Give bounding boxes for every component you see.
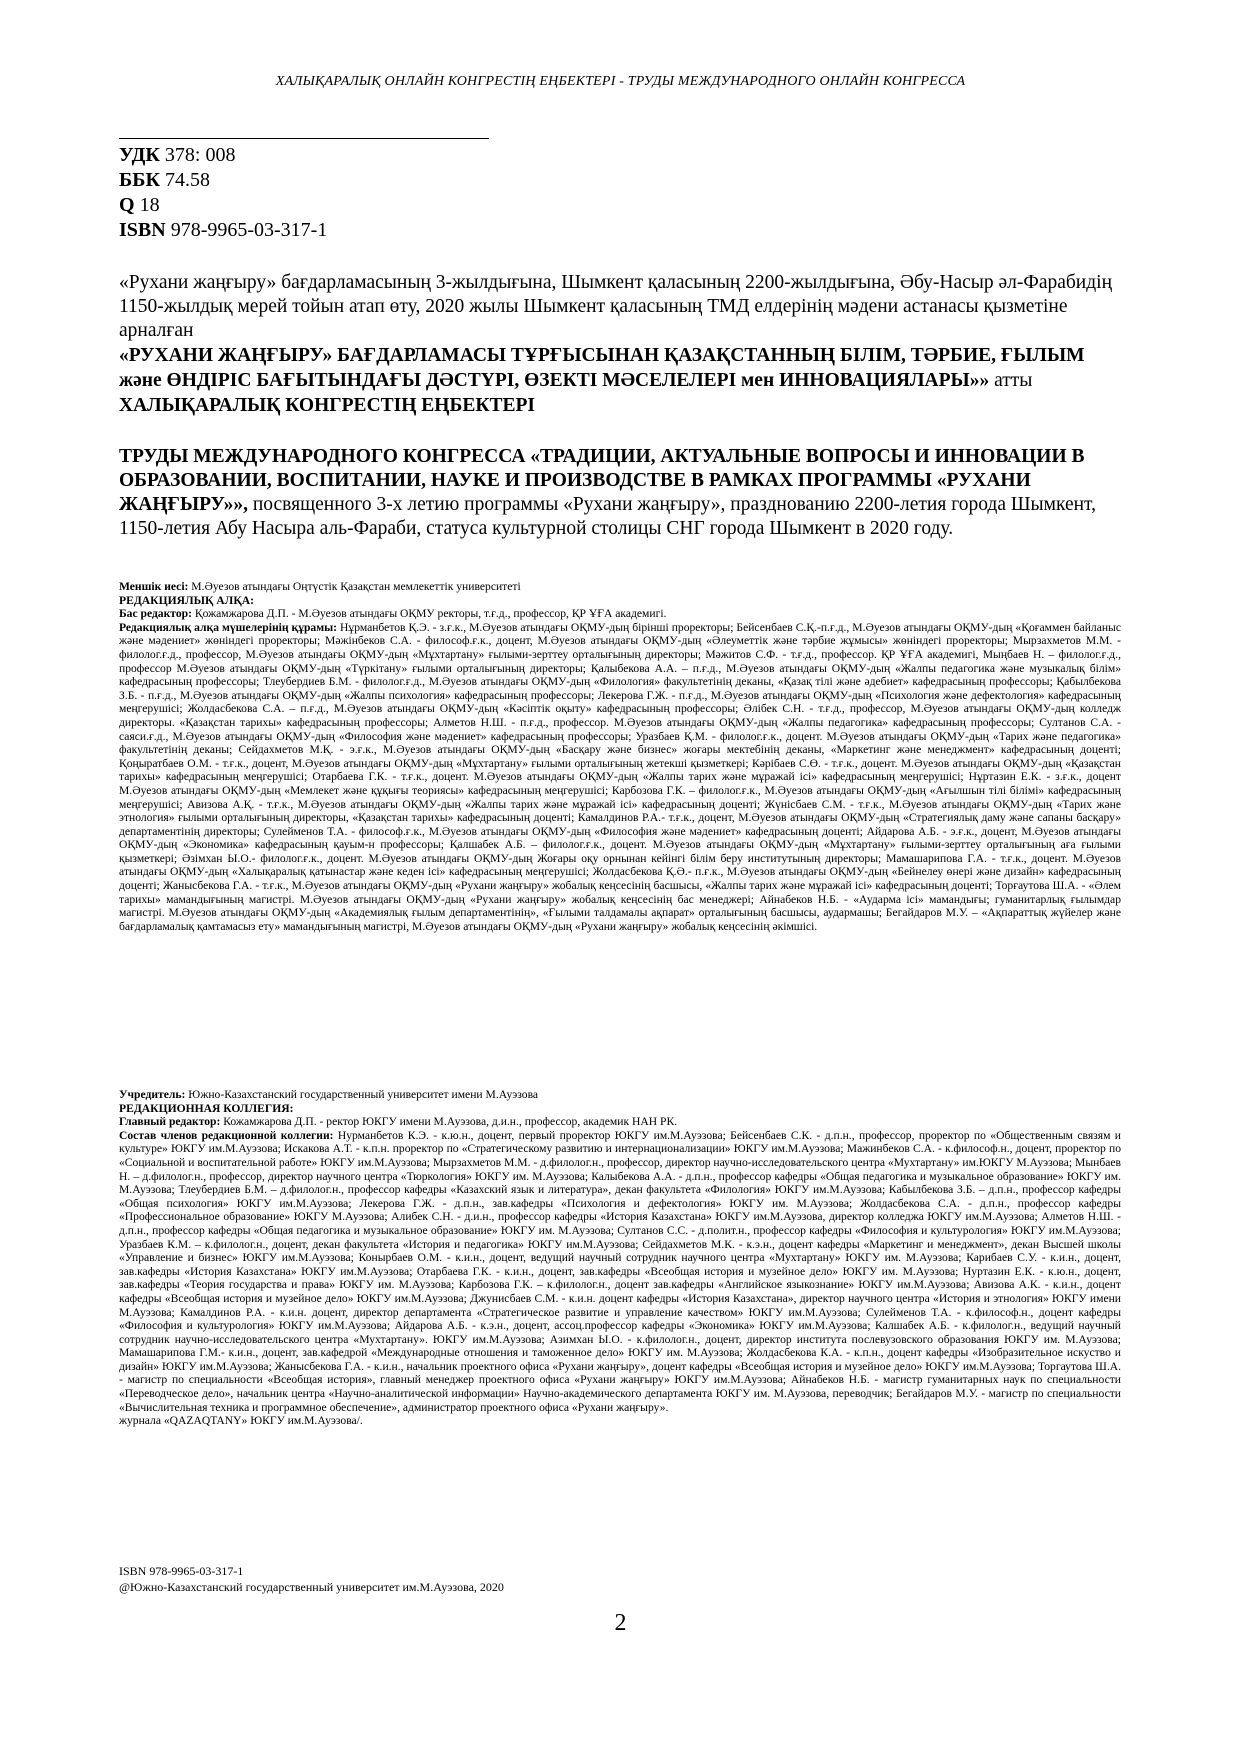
isbn-line: ISBN 978-9965-03-317-1	[119, 219, 328, 241]
footer	[119, 1563, 504, 1595]
udc-line: УДК 378: 008	[119, 144, 236, 166]
title-ru: ТРУДЫ МЕЖДУНАРОДНОГО КОНГРЕССА «ТРАДИЦИИ, АКТУАЛЬНЫЕ ВОПРОСЫ И ИННОВАЦИИ В ОБРАЗОВАНИИ, ВОСПИТАНИИ, НАУКЕ И ПРОИЗВОДСТВЕ В РАМКАХ ПРОГРАММЫ «РУХАНИ ЖАҢҒЫРУ»», посвященного 3-х летию программы «Рухани жаңғыру», празднованию 2200-летия города Шымкент, 1150-летия Абу Насыра аль-Фараби, статуса культурной столицы СНГ города Шымкент в 2020 году.	[119, 446, 1096, 539]
footer-copyright: @Южно-Казахстанский государственный университет им.М.Ауэзова, 2020	[119, 1580, 504, 1594]
editorial-board-kz	[119, 580, 1121, 933]
founder-line: Учредитель: Южно-Казахстанский государственный университет имени М.Ауэзова	[119, 1088, 539, 1101]
editorial-board-ru	[119, 1088, 1121, 1428]
dedication-kz: «Рухани жаңғыру» бағдарламасының 3-жылдығына, Шымкент қаласының 2200-жылдығына, Әбу-Насыр әл-Фарабидің 1150-жылдық мерей тойын атап өту, 2020 жылы Шымкент қаласының ТМД елдерінің мәдени астанасы қызметіне арналған	[119, 272, 1113, 341]
footer-isbn: ISBN 978-9965-03-317-1	[119, 1564, 244, 1578]
owner-line: Меншік иесі: М.Әуезов атындағы Оңтүстік Қазақстан мемлекеттік университеті	[119, 580, 521, 593]
bbk-line: ББК 74.58	[119, 169, 210, 191]
chief-editor-ru: Главный редактор: Кожамжарова Д.П. - ректор ЮКГУ имени М.Ауэзова, д.и.н., профессор, академик НАН РК.	[119, 1115, 678, 1129]
chief-editor-kz: Бас редактор: Қожамжарова Д.П. - М.Әуезов атындағы ОҚМУ ректоры, т.ғ.д., профессор, ҚР ҰҒА академигі.	[119, 607, 667, 621]
header-rule	[119, 138, 489, 139]
board-heading-ru: РЕДАКЦИОННАЯ КОЛЛЕГИЯ:	[119, 1101, 294, 1115]
q-line: Q 18	[119, 194, 160, 216]
title-kz: «РУХАНИ ЖАҢҒЫРУ» БАҒДАРЛАМАСЫ ТҰРҒЫСЫНАН ҚАЗАҚСТАННЫҢ БІЛІМ, ТӘРБИЕ, ҒЫЛЫМ және ӨНДІРІС БАҒЫТЫНДАҒЫ ДӘСТҮРІ, ӨЗЕКТІ МӘСЕЛЕЛЕРІ мен ИННОВАЦИЯЛАРЫ»» атты ХАЛЫҚАРАЛЫҚ КОНГРЕСТІҢ ЕҢБЕКТЕРІ	[119, 345, 1085, 416]
board-members-ru: Состав членов редакционной коллегии: Нурманбетов К.Э. - к.ю.н., доцент, первый проректор ЮКГУ им.М.Ауэзова; Бейсенбаев С.К. - д.п.н., профессор, проректор по «Общественным связям и культуре» ЮКГУ им.М.Ауэзова; Искакова А.Т. - к.п.н. проректор по «Стратегическому развитию и интернационализации» ЮКГУ им.М.Ауэзова; Мажинбеков С.А. - к.философ.н., доцент, проректор по «Социальной и воспитательной работе» ЮКГУ им.М.Ауэзова; Мырзахметов М.М. - д.филолог.н., профессор, директор научно-исследовательского центра «Мухтартану» им.ЮКГУ М.Ауэзова; Мынбаев Н. – д.филолог.н., профессор, директор научного центра «Тюркология» ЮКГУ им. М.Ауэзова; Калыбекова А.А. - д.п.н., профессор кафедры «Общая педагогика и музыкальное образование» ЮКГУ им. М.Ауэзова; Тлеубердиев Б.М. – д.филолог.н., профессор кафедры «Казахский язык и литература», декан факультета «Филология» ЮКГУ им.М.Ауэзова; Кабылбекова З.Б. – д.п.н., профессор кафедры «Общая психология» ЮКГУ им.М.Ауэзова; Лекерова Г.Ж. - д.п.н., зав.кафедры «Психология и дефектология» ЮКГУ им. М.Ауэзова; Жолдасбекова С.А. - д.п.н., профессор кафедры «Профессиональное образование» ЮКГУ М.Ауэзова; Алибек С.Н. - д.и.н., профессор кафедры «История Казахстана» ЮКГУ им.М.Ауэзова, директор колледжа ЮКГУ им.М.Ауэзова; Алметов Н.Ш. - д.п.н., профессор кафедры «Общая педагогика и музыкальное образование» ЮКГУ им. М.Ауэзова; Султанов С.С. - д.полит.н., профессор кафедры «Философия и культурология» ЮКГУ им.М.Ауэзова; Уразбаев К.М. – к.филолог.н., доцент, декан факультета «История и педагогика» ЮКГУ им.М.Ауэзова; Сейдахметов М.К. - к.э.н., доцент кафедры «Маркетинг и менеджмент», декан Высшей школы «Управление и бизнес» ЮКГУ им.М.Ауэзова; Конырбаев О.М. - к.и.н., доцент, ведущий научный сотрудник научного центра «Мухтартану» ЮКГУ им. М.Ауэзова; Карибаев С.У. - к.и.н., доцент, зав.кафедры «История Казахстана» ЮКГУ им.М.Ауэзова; Отарбаева Г.К. - к.и.н., доцент, зав.кафедры «Всеобщая история и музейное дело» ЮКГУ им. М.Ауэзова; Нуртазин Е.К. - к.ю.н., доцент, зав.кафедры «Теория государства и права» ЮКГУ им. М.Ауэзова; Карбозова Г.К. – к.филолог.н., доцент зав.кафедры «Английское языкознание» ЮКГУ им.М.Ауэзова; Авизова А.К. - к.и.н., доцент кафедры «Всеобщая история и музейное дело» ЮКГУ им.М.Ауэзова; Джунисбаев С.М. - к.и.н. доцент кафедры «История Казахстана», директор научного центра «История и этнология» ЮКГУ имени М.Ауэзова; Камалдинов Р.А. - к.и.н. доцент, директор департамента «Стратегическое развитие и управление качеством» ЮКГУ им.М.Ауэзова; Сулейменов Т.А. - к.философ.н., доцент кафедры «Философия и культурология» ЮКГУ им.М.Ауэзова; Айдарова А.Б. - к.э.н., доцент, ассоц.профессор кафедры «Экономика» ЮКГУ им.М.Ауэзова; Калшабек А.Б. - к.филолог.н., ведущий научный сотрудник научно-исследовательского центра «Мухтартану». ЮКГУ им.М.Ауэзова; Азимхан Ы.О. - к.филолог.н., доцент, директор института послевузовского образования ЮКГУ им. М.Ауэзова; Мамашарипова Г.М.- к.и.н., доцент, зав.кафедрой «Международные отношения и таможенное дело» ЮКГУ им. М.Ауэзова; Жолдасбекова К.А. - к.п.н., доцент кафедры «Изобразительное искуство и дизайн» ЮКГУ им.М.Ауэзова; Жанысбекова Г.А. - к.и.н., начальник проектного офиса «Рухани жаңғыру», доцент кафедры «Всеобщая история и музейное дело» ЮКГУ им.М.Ауэзова; Торгаутова Ш.А. - магистр по специальности «Всеобщая история», главный менеджер проектного офиса «Рухани жаңғыру» ЮКГУ им.М.Ауэзова; Айнабеков Н.Б. - магистр гуманитарных наук по специальности «Переводческое дело», начальник центра «Научно-аналитической информации» Научно-академического департамента ЮКГУ им. М.Ауэзова, переводчик; Бегайдаров М.У. - магистр по специальности «Вычислительная техника и программное обеспечение», администратор проектного офиса «Рухани жаңғыру».	[119, 1128, 1121, 1414]
running-header: ХАЛЫҚАРАЛЫҚ ОНЛАЙН КОНГРЕСТІҢ ЕҢБЕКТЕРІ - ТРУДЫ МЕЖДУНАРОДНОГО ОНЛАЙН КОНГРЕССА	[275, 74, 966, 89]
board-members-kz: Редакциялық алқа мүшелерінің құрамы: Нұрманбетов Қ.Э. - з.ғ.к., М.Әуезов атындағы ОҚМУ-дың бірінші проректоры; Бейсенбаев С.Қ.-п.ғ.д., М.Әуезов атындағы ОҚМУ-дың «Қоғаммен байланыс және мәдениет» жөніндегі проректоры; Мәжінбеков С.А. - философ.ғ.к., доцент, М.Әуезов атындағы ОҚМУ-дың «Әлеуметтік және тәрбие жұмысы» жөніндегі проректоры; Мырзахметов М.М. - филолог.ғ.д., профессор, М.Әуезов атындағы ОҚМУ-дың «Мұхтартану» ғылыми-зерттеу орталығының директоры; Мәжитов С.Ф. - т.ғ.д., профессор. ҚР ҰҒА академигі, Мыңбаев Н. – филолог.ғ.д., профессор М.Әуезов атындағы ОҚМУ-дың «Түркітану» ғылыми орталығының директоры; Қалыбекова А.А. – п.ғ.д., М.Әуезов атындағы ОҚМУ-дың «Жалпы педагогика және музыкалық білім» кафедрасының профессоры; Тлеубердиев Б.М. - филолог.ғ.д., М.Әуезов атындағы ОҚМУ-дың «Филология» факультетінің деканы, «Қазақ тілі және әдебиет» кафедрасының профессоры; Қабылбекова З.Б. - п.ғ.д., М.Әуезов атындағы ОҚМУ-дың «Жалпы психология» кафедрасының профессоры; Лекерова Г.Ж. - п.ғ.д., М.Әуезов атындағы ОҚМУ-дың «Психология және дефектология» кафедрасының меңгерушісі; Жолдасбекова С.А. – п.ғ.д., М.Әуезов атындағы ОҚМУ-дың «Кәсіптік оқыту» кафедрасының профессоры; Әлібек С.Н. - т.ғ.д., профессор, М.Әуезов атындағы ОҚМУ-дың колледж директоры. «Қазақстан тарихы» кафедрасының профессоры; Алметов Н.Ш. - п.ғ.д., профессор. М.Әуезов атындағы ОҚМУ-дың «Жалпы педагогика» кафедрасының профессоры; Султанов С.А. - саяси.ғ.д., М.Әуезов атындағы ОҚМУ-дың «Философия және мәдениет» кафедрасының профессоры; Уразбаев Қ.М. - филолог.ғ.к., доцент. М.Әуезов атындағы ОҚМУ-дың «Тарих және педагогика» факультетінің деканы; Сейдахметов М.Қ. - э.ғ.к., М.Әуезов атындағы ОҚМУ-дың «Басқару және бизнес» жоғары мектебінің деканы, «Маркетинг және менеджмент» кафедрасының доценті; Қоңыратбаев О.М. - т.ғ.к., доцент, М.Әуезов атындағы ОҚМУ-дың «Мұхтартану» ғылыми орталығының жетекші қызметкері; Кәрібаев С.Ө. - т.ғ.к., доцент. М.Әуезов атындағы ОҚМУ-дың «Қазақстан тарихы» кафедрасының меңгерушісі; Отарбаева Г.К. - т.ғ.к., доцент. М.Әуезов атындағы ОҚМУ-дың «Жалпы тарих және мұражай ісі» кафедрасының меңгерушісі; Нұртазин Е.К. - з.ғ.к., доцент М.Әуезов атындағы ОҚМУ-дың «Мемлекет және құқығы теориясы» кафедрасының меңгерушісі; Карбозова Г.К. – филолог.ғ.к., М.Әуезов атындағы ОҚМУ-дың «Ағылшын тілі білімі» кафедрасының меңгерушісі; Авизова А.Қ. - т.ғ.к., М.Әуезов атындағы ОҚМУ-дың «Жалпы тарих және мұражай ісі» кафедрасының доценті; Жүнісбаев С.М. - т.ғ.к., М.Әуезов атындағы ОҚМУ-дың «Тарих және этнология» ғылыми орталығының директоры, «Қазақстан тарихы» кафедрасының доценті; Камалдинов Р.А.- т.ғ.к., доцент, М.Әуезов атындағы ОҚМУ-дың «Стратегиялық даму және сапаны басқару» департаментінің директоры; Сулейменов Т.А. - философ.ғ.к., М.Әуезов атындағы ОҚМУ-дың «Философия және мәдениет» кафедрасының доценті; Айдарова А.Б. - э.ғ.к., доцент, М.Әуезов атындағы ОҚМУ-дың «Экономика» кафедрасының қауым-н профессоры; Қалшабек А.Б. – филолог.ғ.к., доцент. М.Әуезов атындағы ОҚМУ-дың «Мұхтартану» ғылыми-зерттеу орталығының аға ғылыми қызметкері; Әзімхан Ы.О.- филолог.ғ.к., доцент. М.Әуезов атындағы ОҚМУ-дың Жоғары оқу орнынан кейінгі білім беру институтының директоры; Мамашарипова Г.А. - т.ғ.к., доцент. М.Әуезов атындағы ОҚМУ-дың «Халықаралық қатынастар және кеден ісі» кафедрасының меңгерушісі; Жолдасбекова Қ.Ә.- п.ғ.к., М.Әуезов атындағы ОҚМУ-дың «Бейнелеу өнері және дизайн» кафедрасының доценті; Жанысбекова Г.А. - т.ғ.к., М.Әуезов атындағы ОҚМУ-дың «Рухани жаңғыру» жобалық кеңсесінің басшысы, «Жалпы тарих және мұражай ісі» кафедрасының доценті; Торғаутова Ш.А. - «Әлем тарихы» мамандығының магистрі. М.Әуезов атындағы ОҚМУ-дың «Рухани жаңғыру» жобалық кеңсесінің бас менеджері; Айнабеков Н.Б. - «Аударма ісі» мамандығы; гуманитарлық ғылымдар магистрі. М.Әуезов атындағы ОҚМУ-дың «Академиялық ғылым департаментінің», «Ғылыми талдамалы ақпарат» орталығының басшысы, аудармашы; Бегайдаров М.У. – «Ақпараттық жүйелер және бағдарламалық қамтамасыз ету» мамандығының магистрі, М.Әуезов атындағы ОҚМУ-дың «Рухани жаңғыру» жобалық кеңсесінің әкімшісі.	[119, 620, 1121, 933]
journal-line: журнала «QAZAQTANY» ЮКГУ им.М.Ауэзова/.	[119, 1414, 363, 1428]
board-heading-kz: РЕДАКЦИЯЛЫҚ АЛҚА:	[119, 593, 254, 607]
classification-block	[119, 143, 327, 243]
page-number: 2	[614, 1610, 627, 1636]
